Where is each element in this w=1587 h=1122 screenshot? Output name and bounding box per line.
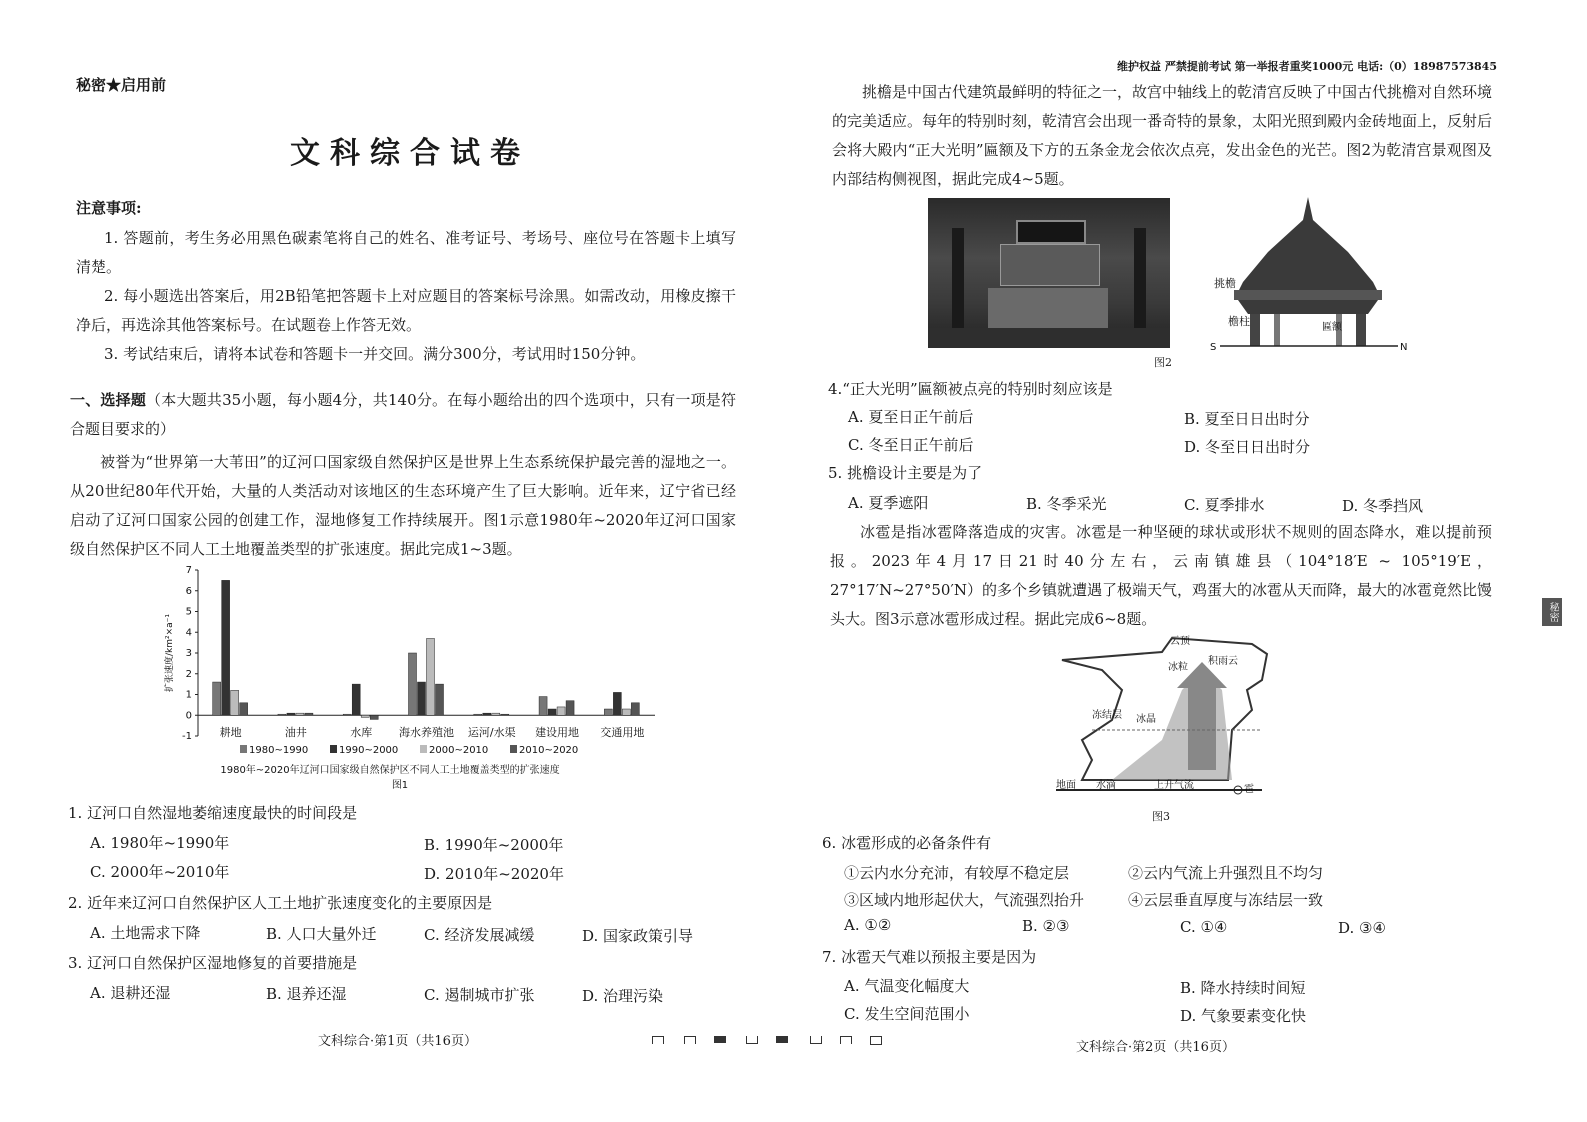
q7-option-b[interactable]: B. 降水持续时间短 bbox=[1180, 979, 1306, 997]
label-tiaoyan: 挑檐 bbox=[1214, 277, 1236, 290]
bar bbox=[240, 703, 248, 715]
y-tick-label: 0 bbox=[185, 710, 192, 722]
q3-stem: 3. 辽河口自然保护区湿地修复的首要措施是 bbox=[68, 954, 358, 972]
x-tick-label: 交通用地 bbox=[600, 726, 645, 739]
q6-statement-4: ④云层垂直厚度与冻结层一致 bbox=[1128, 891, 1324, 909]
q6-statement-3: ③区域内地形起伏大，气流强烈抬升 bbox=[844, 891, 1085, 909]
bar bbox=[278, 714, 286, 715]
q6-option-c[interactable]: C. ①④ bbox=[1180, 918, 1228, 936]
q1-stem: 1. 辽河口自然湿地萎缩速度最快的时间段是 bbox=[68, 804, 358, 822]
x-tick-label: 水库 bbox=[350, 726, 373, 739]
q4-option-a[interactable]: A. 夏至日正午前后 bbox=[848, 408, 974, 426]
passage-3: 冰雹是指冰雹降落造成的灾害。冰雹是一种坚硬的球状或形状不规则的固态降水，难以提前预报。2023年4月17日21时40分左右，云南镇雄县（104°18′E ~ 105°19′E，27°17′N~27°50′N）的多个乡镇就遭遇了极端天气，鸡蛋大的冰雹从天而降，最大的冰雹竟然比馒头大。图3示意冰雹形成过程。据此完成6~8题。 bbox=[830, 523, 1492, 628]
x-tick-label: 建设用地 bbox=[535, 726, 580, 739]
q4-option-d[interactable]: D. 冬至日日出时分 bbox=[1184, 438, 1311, 456]
q2-option-b[interactable]: B. 人口大量外迁 bbox=[266, 925, 377, 943]
notice-item-2: 2. 每小题选出答案后，用2B铅笔把答题卡上对应题目的答案标号涂黑。如需改动，用橡皮擦干净后，再选涂其他答案标号。在试题卷上作答无效。 bbox=[76, 287, 736, 334]
q3-option-a[interactable]: A. 退耕还湿 bbox=[90, 984, 171, 1002]
label-ice: 冰粒 bbox=[1168, 662, 1188, 673]
secret-label: 秘密★启用前 bbox=[76, 76, 167, 94]
notice-block bbox=[76, 198, 736, 369]
bar bbox=[409, 653, 417, 715]
y-tick-label: 2 bbox=[185, 668, 192, 680]
bar bbox=[492, 713, 500, 715]
q2-stem: 2. 近年来辽河口自然保护区人工土地扩张速度变化的主要原因是 bbox=[68, 894, 493, 912]
bar bbox=[352, 684, 360, 715]
q4-option-c[interactable]: C. 冬至日正午前后 bbox=[848, 436, 974, 454]
legend-label: 2000~2010 bbox=[429, 745, 489, 756]
bar bbox=[566, 701, 574, 716]
y-tick-label: 4 bbox=[185, 627, 192, 639]
side-tab: 秘密 bbox=[1542, 598, 1562, 626]
label-freeze: 冻结层 bbox=[1092, 710, 1122, 721]
label-s: S bbox=[1210, 342, 1217, 353]
bar bbox=[474, 714, 482, 715]
bar bbox=[361, 715, 369, 717]
q3-option-d[interactable]: D. 治理污染 bbox=[582, 987, 664, 1005]
q6-stem: 6. 冰雹形成的必备条件有 bbox=[822, 834, 992, 852]
label-yanzhu: 檐柱 bbox=[1228, 315, 1250, 328]
bar bbox=[604, 709, 612, 715]
legend-label: 1980~1990 bbox=[249, 745, 309, 756]
q4-option-b[interactable]: B. 夏至日日出时分 bbox=[1184, 410, 1310, 428]
q2-option-a[interactable]: A. 土地需求下降 bbox=[90, 924, 201, 942]
label-water: 水滴 bbox=[1096, 780, 1116, 791]
q5-stem: 5. 挑檐设计主要是为了 bbox=[828, 464, 983, 482]
q7-option-d[interactable]: D. 气象要素变化快 bbox=[1180, 1007, 1307, 1025]
registration-marks bbox=[652, 1036, 892, 1046]
figure-1-chart bbox=[160, 560, 660, 792]
q6-option-a[interactable]: A. ①② bbox=[844, 916, 892, 934]
q6-statement-2: ②云内气流上升强烈且不均匀 bbox=[1128, 864, 1324, 882]
passage-2: 挑檐是中国古代建筑最鲜明的特征之一，故宫中轴线上的乾清宫反映了中国古代挑檐对自然环境的完美适应。每年的特别时刻，乾清宫会出现一番奇特的景象，太阳光照到殿内金砖地面上，反射后会将大殿内“正大光明”匾额及下方的五条金龙会依次点亮，发出金色的光芒。图2为乾清宫景观图及内部结构侧视图，据此完成4~5题。 bbox=[832, 83, 1493, 188]
q5-option-c[interactable]: C. 夏季排水 bbox=[1184, 496, 1265, 514]
bar bbox=[296, 713, 304, 715]
q1-option-b[interactable]: B. 1990年~2000年 bbox=[424, 836, 564, 854]
x-tick-label: 运河/水渠 bbox=[467, 726, 516, 739]
bar bbox=[370, 715, 378, 719]
bar bbox=[231, 690, 239, 715]
label-bian: 匾额 bbox=[1322, 322, 1342, 333]
right-banner: 维护权益 严禁提前考试 第一举报者重奖1000元 电话:（0）18987573845 bbox=[1116, 60, 1497, 73]
y-tick-label: 1 bbox=[185, 689, 192, 701]
q4-stem: 4.“正大光明”匾额被点亮的特别时刻应该是 bbox=[828, 380, 1113, 398]
y-tick-label: 3 bbox=[185, 648, 192, 659]
y-tick-label: 5 bbox=[185, 606, 192, 618]
bar bbox=[539, 697, 547, 716]
q1-option-d[interactable]: D. 2010年~2020年 bbox=[424, 865, 564, 883]
notice-item-3: 3. 考试结束后，请将本试卷和答题卡一并交回。满分300分，考试用时150分钟。 bbox=[104, 345, 646, 363]
label-ice-crystal: 冰晶 bbox=[1136, 714, 1156, 725]
legend-swatch bbox=[510, 745, 517, 753]
bar bbox=[418, 682, 426, 715]
bar bbox=[613, 692, 621, 715]
label-cloud-top: 云顶 bbox=[1170, 636, 1190, 647]
label-updraft: 上升气流 bbox=[1154, 780, 1194, 791]
label-ground: 地面 bbox=[1056, 780, 1076, 791]
figure-2-label: 图2 bbox=[1154, 356, 1172, 369]
label-hail: 雹 bbox=[1244, 784, 1254, 795]
bar bbox=[343, 714, 351, 715]
q5-option-b[interactable]: B. 冬季采光 bbox=[1026, 495, 1107, 513]
notice-item-1: 1. 答题前，考生务必用黑色碳素笔将自己的姓名、准考证号、考场号、座位号在答题卡上填写清楚。 bbox=[76, 229, 736, 276]
y-tick-label: 7 bbox=[185, 565, 192, 576]
bar bbox=[501, 714, 509, 715]
label-n: N bbox=[1400, 342, 1408, 353]
passage-1: 被誉为“世界第一大苇田”的辽河口国家级自然保护区是世界上生态系统保护最完善的湿地之一。从20世纪80年代开始，大量的人类活动对该地区的生态环境产生了巨大影响。近年来，辽宁省已经启动了辽河口国家公园的创建工作，湿地修复工作持续展开。图1示意1980年~2020年辽河口国家级自然保护区不同人工土地覆盖类型的扩张速度。据此完成1~3题。 bbox=[70, 453, 736, 558]
x-tick-label: 油井 bbox=[284, 726, 307, 739]
label-cb: 积雨云 bbox=[1208, 656, 1238, 667]
legend-swatch bbox=[330, 745, 337, 753]
q6-option-d[interactable]: D. ③④ bbox=[1338, 919, 1386, 937]
bar bbox=[305, 713, 313, 715]
y-axis-label: 扩张速度/km²×a⁻¹ bbox=[165, 613, 175, 693]
y-tick-label: -1 bbox=[182, 731, 192, 742]
y-tick-label: 6 bbox=[185, 585, 192, 597]
bar bbox=[483, 713, 491, 715]
bar bbox=[213, 682, 221, 715]
q1-option-a[interactable]: A. 1980年~1990年 bbox=[90, 834, 230, 852]
q6-option-b[interactable]: B. ②③ bbox=[1022, 917, 1070, 935]
q6-statement-1: ①云内水分充沛，有较厚不稳定层 bbox=[844, 864, 1070, 882]
legend-swatch bbox=[240, 745, 247, 753]
q1-option-c[interactable]: C. 2000年~2010年 bbox=[90, 863, 230, 881]
bar bbox=[548, 709, 556, 715]
bar bbox=[427, 638, 435, 715]
page-title: 文科综合试卷 bbox=[290, 136, 530, 171]
legend-label: 2010~2020 bbox=[519, 745, 579, 756]
bar bbox=[622, 709, 630, 715]
section-title: 一、选择题 bbox=[70, 391, 147, 409]
bar bbox=[557, 707, 565, 715]
q2-option-c[interactable]: C. 经济发展减缓 bbox=[424, 926, 535, 944]
q2-option-d[interactable]: D. 国家政策引导 bbox=[582, 927, 694, 945]
chart-caption: 1980年~2020年辽河口国家级自然保护区不同人工土地覆盖类型的扩张速度 bbox=[220, 765, 560, 776]
figure-2-photo bbox=[928, 198, 1170, 348]
q7-option-c[interactable]: C. 发生空间范围小 bbox=[844, 1005, 970, 1023]
q5-option-d[interactable]: D. 冬季挡风 bbox=[1342, 497, 1424, 515]
q7-option-a[interactable]: A. 气温变化幅度大 bbox=[844, 977, 970, 995]
x-tick-label: 海水养殖池 bbox=[399, 726, 454, 739]
x-tick-label: 耕地 bbox=[219, 726, 242, 739]
bar bbox=[287, 713, 295, 715]
figure-2-diagram bbox=[1208, 192, 1408, 354]
figure-3-label: 图3 bbox=[1152, 810, 1170, 823]
footer-left: 文科综合·第1页（共16页） bbox=[318, 1034, 477, 1049]
bar bbox=[631, 703, 639, 715]
section-heading bbox=[70, 386, 736, 444]
notice-heading: 注意事项: bbox=[76, 199, 142, 217]
legend-label: 1990~2000 bbox=[339, 745, 399, 756]
bar bbox=[222, 580, 230, 715]
figure-3-diagram bbox=[1052, 630, 1322, 808]
q5-option-a[interactable]: A. 夏季遮阳 bbox=[848, 494, 929, 512]
q7-stem: 7. 冰雹天气难以预报主要是因为 bbox=[822, 948, 1037, 966]
q3-option-b[interactable]: B. 退养还湿 bbox=[266, 985, 347, 1003]
chart-figure-label: 图1 bbox=[391, 780, 409, 791]
legend-swatch bbox=[420, 745, 427, 753]
q3-option-c[interactable]: C. 遏制城市扩张 bbox=[424, 986, 535, 1004]
footer-right: 文科综合·第2页（共16页） bbox=[1076, 1040, 1235, 1055]
bar bbox=[436, 684, 444, 715]
section-desc: （本大题共35小题，每小题4分，共140分。在每小题给出的四个选项中，只有一项是符合题目要求的） bbox=[70, 391, 736, 438]
